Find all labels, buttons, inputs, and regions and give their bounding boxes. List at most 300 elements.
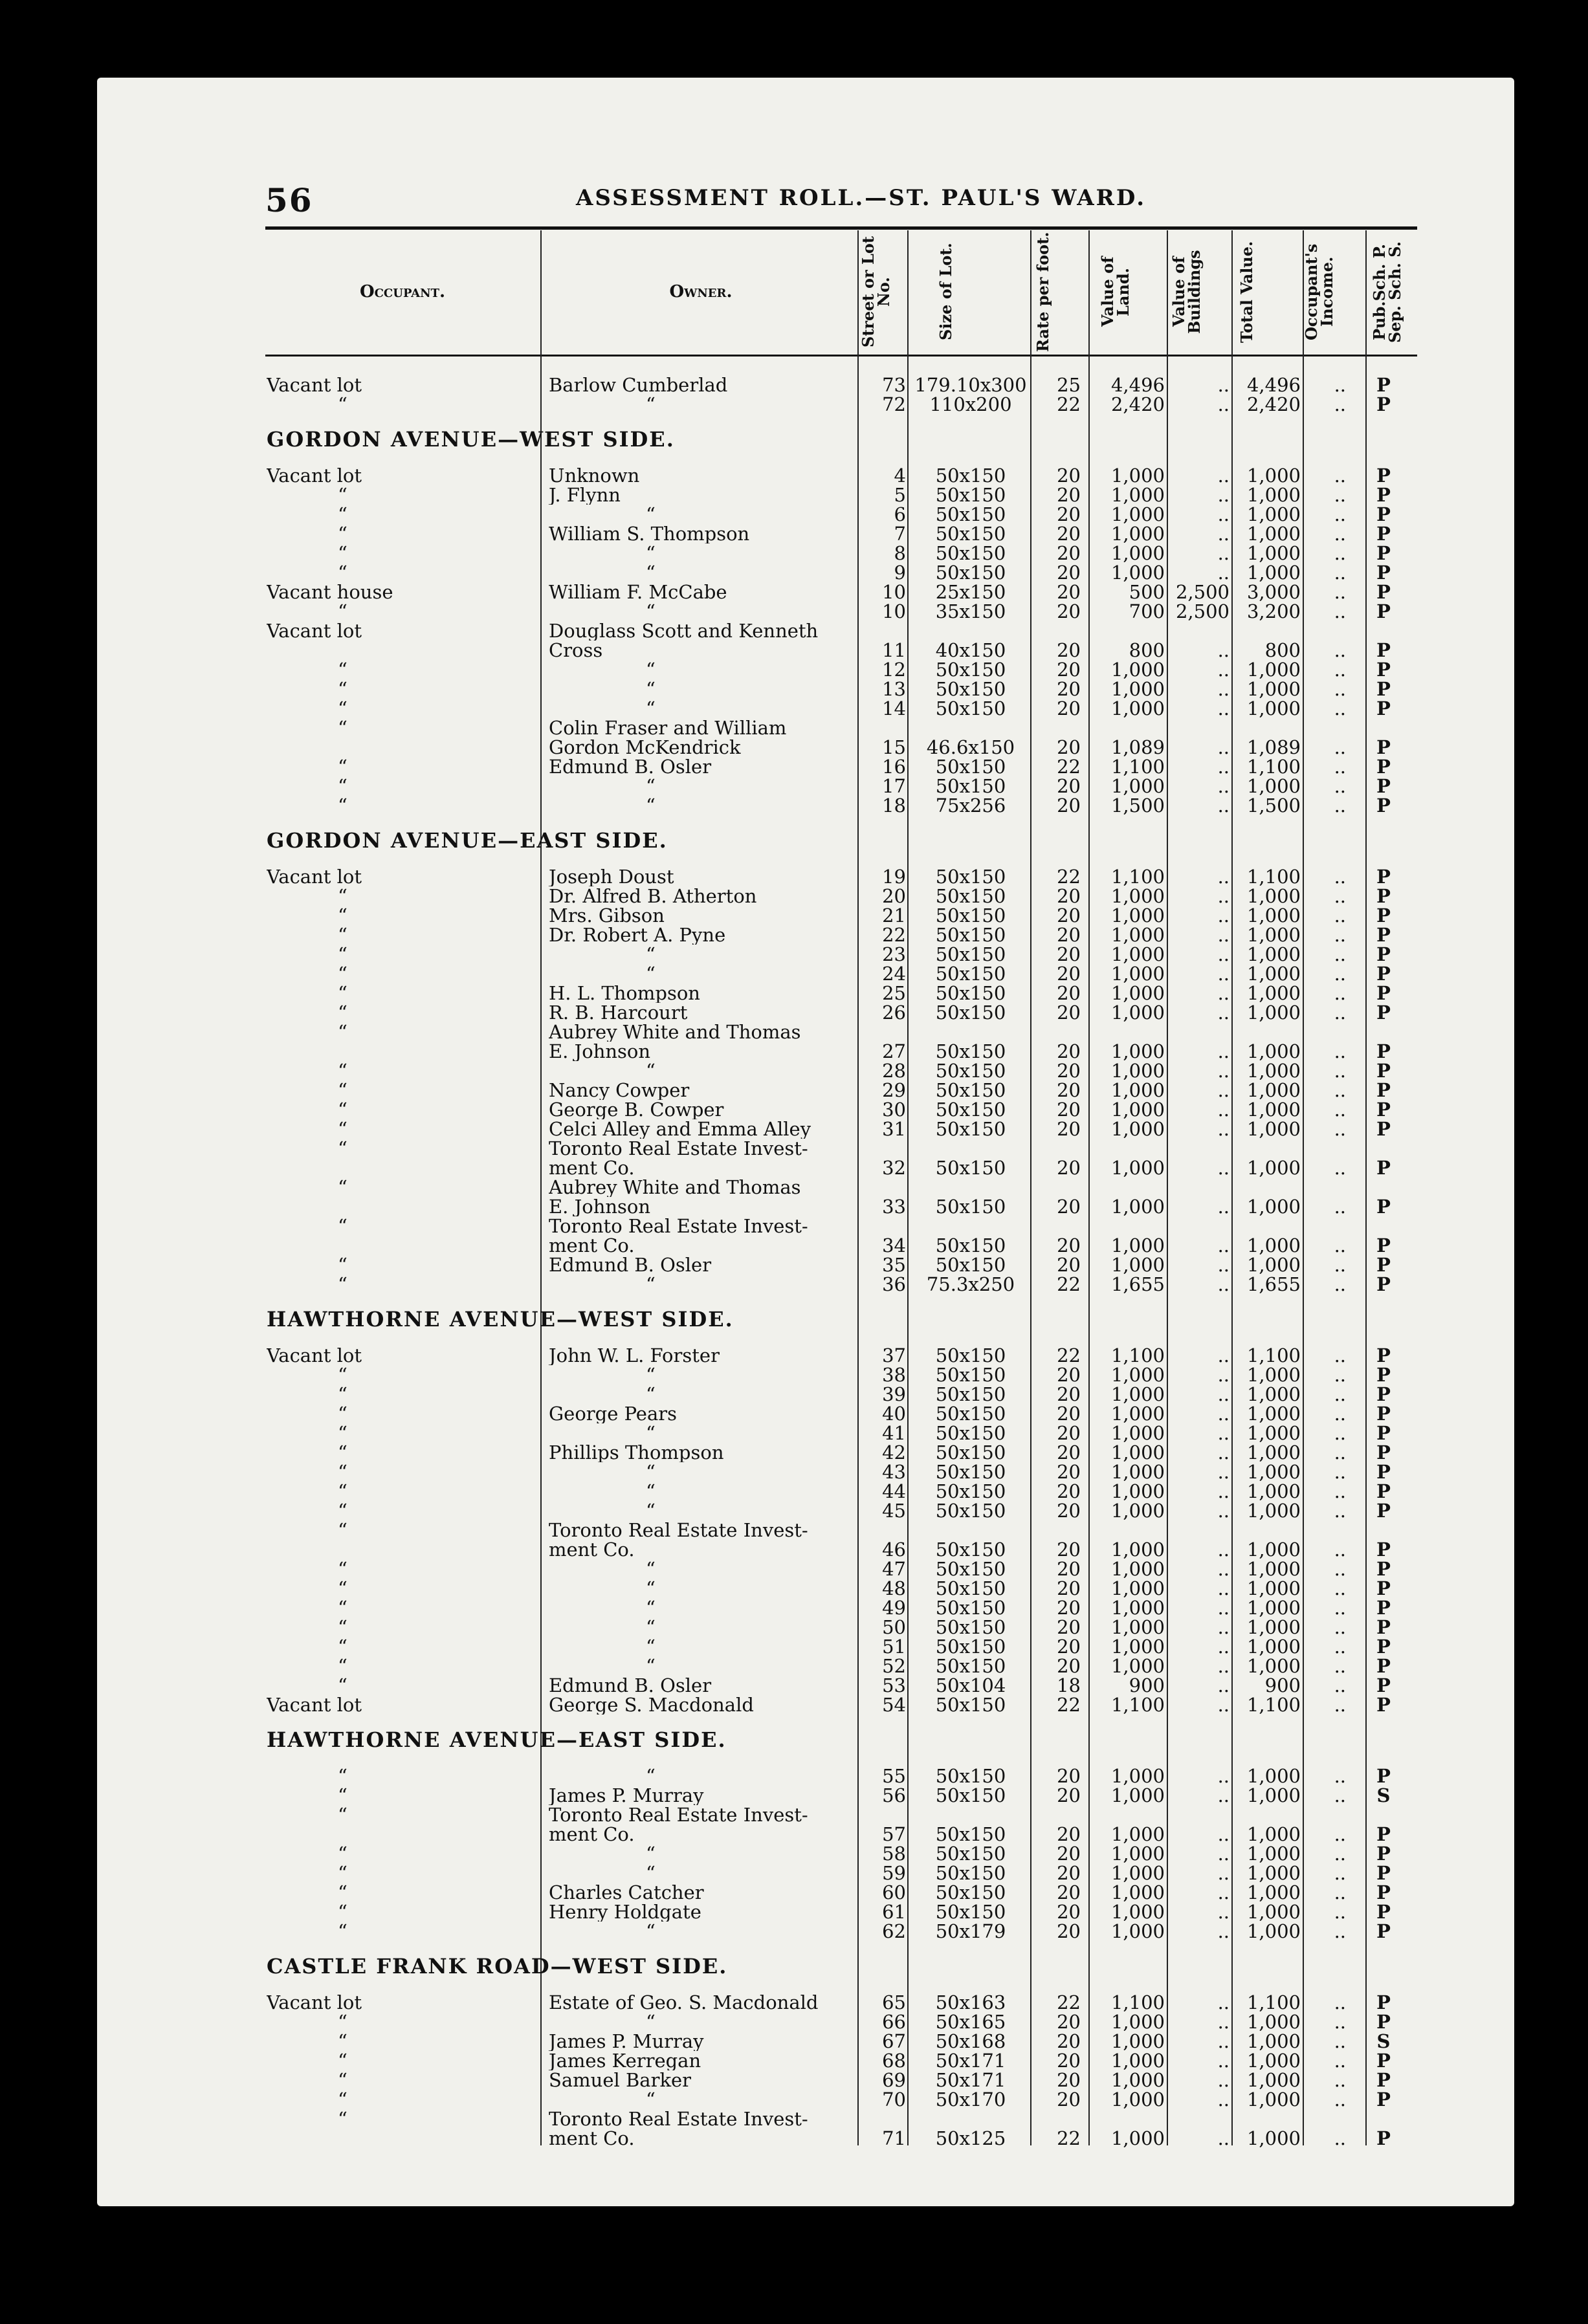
size-cell: 50x150 bbox=[935, 756, 1006, 778]
lot-cell: 35 bbox=[882, 1254, 906, 1276]
total-value-cell: 1,000 bbox=[1246, 1040, 1301, 1062]
lot-cell: 16 bbox=[882, 756, 906, 778]
total-value-cell: 1,000 bbox=[1246, 1843, 1301, 1865]
owner-cell: Dr. Robert A. Pyne bbox=[549, 925, 726, 945]
building-value-cell: .. bbox=[1217, 1616, 1230, 1638]
land-value-cell: 1,000 bbox=[1110, 2069, 1165, 2091]
rate-cell: 20 bbox=[1057, 1616, 1081, 1638]
rate-cell: 20 bbox=[1057, 581, 1081, 603]
occupant-cell: “ bbox=[338, 1443, 347, 1462]
lot-cell: 31 bbox=[882, 1118, 906, 1140]
total-value-cell: 1,000 bbox=[1246, 1254, 1301, 1276]
occupant-cell: “ bbox=[338, 1080, 347, 1100]
owner-cell: Edmund B. Osler bbox=[549, 757, 712, 776]
table-row bbox=[0, 505, 1588, 524]
lot-cell: 44 bbox=[882, 1480, 906, 1502]
owner-cell: E. Johnson bbox=[549, 1042, 651, 1061]
table-row bbox=[0, 2032, 1588, 2051]
land-value-cell: 1,000 bbox=[1110, 775, 1165, 797]
occupant-cell: “ bbox=[338, 1598, 347, 1617]
income-cell: .. bbox=[1334, 581, 1346, 603]
building-value-cell: .. bbox=[1217, 1500, 1230, 1522]
size-cell: 50x150 bbox=[935, 1765, 1006, 1787]
rate-cell: 20 bbox=[1057, 904, 1081, 926]
table-row bbox=[0, 1520, 1588, 1540]
table-row bbox=[0, 2109, 1588, 2129]
land-value-cell: 1,000 bbox=[1110, 963, 1165, 985]
size-cell: 50x150 bbox=[935, 1234, 1006, 1256]
income-cell: .. bbox=[1334, 484, 1346, 506]
school-cell: P bbox=[1376, 581, 1391, 603]
land-value-cell: 1,100 bbox=[1110, 1991, 1165, 2013]
building-value-cell: .. bbox=[1217, 1991, 1230, 2013]
land-value-cell: 1,000 bbox=[1110, 1655, 1165, 1677]
owner-cell: George S. Macdonald bbox=[549, 1695, 754, 1715]
size-cell: 35x150 bbox=[935, 600, 1006, 622]
building-value-cell: .. bbox=[1217, 2050, 1230, 2072]
owner-cell: Estate of Geo. S. Macdonald bbox=[549, 1993, 819, 2012]
income-cell: .. bbox=[1334, 465, 1346, 487]
occupant-cell: “ bbox=[338, 1520, 347, 1540]
school-cell: P bbox=[1376, 775, 1391, 797]
building-value-cell: .. bbox=[1217, 1422, 1230, 1444]
land-value-cell: 1,000 bbox=[1110, 2030, 1165, 2052]
occupant-cell: “ bbox=[338, 563, 347, 582]
land-value-cell: 1,000 bbox=[1110, 1500, 1165, 1522]
income-cell: .. bbox=[1334, 1060, 1346, 1082]
table-row bbox=[0, 1559, 1588, 1579]
lot-cell: 20 bbox=[882, 885, 906, 907]
size-cell: 50x150 bbox=[935, 963, 1006, 985]
size-cell: 50x150 bbox=[935, 659, 1006, 681]
income-cell: .. bbox=[1334, 885, 1346, 907]
school-cell: P bbox=[1376, 982, 1391, 1004]
rate-cell: 20 bbox=[1057, 1823, 1081, 1845]
income-cell: .. bbox=[1334, 1273, 1346, 1295]
owner-cell: ment Co. bbox=[549, 1158, 635, 1178]
income-cell: .. bbox=[1334, 1099, 1346, 1121]
lot-cell: 23 bbox=[882, 943, 906, 965]
table-row bbox=[0, 1100, 1588, 1119]
income-cell: .. bbox=[1334, 1920, 1346, 1942]
building-value-cell: .. bbox=[1217, 2069, 1230, 2091]
size-cell: 50x150 bbox=[935, 1079, 1006, 1101]
rate-cell: 20 bbox=[1057, 2011, 1081, 2033]
total-value-cell: 1,000 bbox=[1246, 1784, 1301, 1806]
land-value-cell: 1,000 bbox=[1110, 659, 1165, 681]
table-row bbox=[0, 582, 1588, 602]
lot-cell: 59 bbox=[882, 1862, 906, 1884]
total-value-cell: 1,000 bbox=[1246, 1196, 1301, 1218]
lot-cell: 9 bbox=[894, 562, 906, 584]
occupant-cell: “ bbox=[338, 505, 347, 524]
income-cell: .. bbox=[1334, 1079, 1346, 1101]
building-value-cell: .. bbox=[1217, 2030, 1230, 2052]
occupant-cell: “ bbox=[338, 1061, 347, 1080]
lot-cell: 54 bbox=[882, 1694, 906, 1716]
income-cell: .. bbox=[1334, 374, 1346, 396]
lot-cell: 25 bbox=[882, 982, 906, 1004]
land-value-cell: 1,000 bbox=[1110, 2011, 1165, 2033]
owner-cell: “ bbox=[646, 1423, 656, 1443]
total-value-cell: 1,000 bbox=[1246, 678, 1301, 700]
school-cell: P bbox=[1376, 1344, 1391, 1366]
table-row bbox=[0, 1236, 1588, 1255]
lot-cell: 5 bbox=[894, 484, 906, 506]
land-value-cell: 1,500 bbox=[1110, 795, 1165, 817]
lot-cell: 52 bbox=[882, 1655, 906, 1677]
lot-cell: 69 bbox=[882, 2069, 906, 2091]
building-value-cell: .. bbox=[1217, 1461, 1230, 1483]
rate-cell: 22 bbox=[1057, 2127, 1081, 2149]
owner-cell: George Pears bbox=[549, 1404, 678, 1423]
table-row bbox=[0, 867, 1588, 886]
size-cell: 50x170 bbox=[935, 2088, 1006, 2110]
owner-cell: ment Co. bbox=[549, 1540, 635, 1559]
building-value-cell: .. bbox=[1217, 1060, 1230, 1082]
school-cell: P bbox=[1376, 659, 1391, 681]
rate-cell: 18 bbox=[1057, 1674, 1081, 1696]
lot-cell: 58 bbox=[882, 1843, 906, 1865]
table-row bbox=[0, 1617, 1588, 1637]
rate-cell: 20 bbox=[1057, 1765, 1081, 1787]
owner-cell: “ bbox=[646, 776, 656, 796]
table-row bbox=[0, 1139, 1588, 1158]
size-cell: 50x150 bbox=[935, 1881, 1006, 1903]
building-value-cell: .. bbox=[1217, 562, 1230, 584]
lot-cell: 11 bbox=[882, 639, 906, 661]
land-value-cell: 1,000 bbox=[1110, 1636, 1165, 1658]
rate-cell: 20 bbox=[1057, 1079, 1081, 1101]
income-cell: .. bbox=[1334, 1234, 1346, 1256]
total-value-cell: 1,000 bbox=[1246, 1597, 1301, 1619]
occupant-cell: “ bbox=[338, 1676, 347, 1695]
lot-cell: 40 bbox=[882, 1403, 906, 1425]
income-cell: .. bbox=[1334, 1862, 1346, 1884]
col-total-label: Total Value. bbox=[1237, 241, 1256, 343]
owner-cell: “ bbox=[646, 945, 656, 964]
school-cell: P bbox=[1376, 1991, 1391, 2013]
rate-cell: 20 bbox=[1057, 1901, 1081, 1923]
land-value-cell: 1,000 bbox=[1110, 1558, 1165, 1580]
school-cell: P bbox=[1376, 2069, 1391, 2091]
table-row bbox=[0, 964, 1588, 983]
col-school-label: Pub.Sch. P. Sep. Sch. S. bbox=[1370, 241, 1404, 343]
table-row bbox=[0, 906, 1588, 925]
size-cell: 50x150 bbox=[935, 697, 1006, 719]
lot-cell: 37 bbox=[882, 1344, 906, 1366]
lot-cell: 34 bbox=[882, 1234, 906, 1256]
col-buildings-label: Value of Buildings bbox=[1169, 250, 1204, 334]
building-value-cell: .. bbox=[1217, 924, 1230, 946]
size-cell: 50x150 bbox=[935, 678, 1006, 700]
school-cell: P bbox=[1376, 484, 1391, 506]
land-value-cell: 700 bbox=[1129, 600, 1165, 622]
building-value-cell: .. bbox=[1217, 943, 1230, 965]
size-cell: 50x125 bbox=[935, 2127, 1006, 2149]
building-value-cell: .. bbox=[1217, 1118, 1230, 1140]
total-value-cell: 1,100 bbox=[1246, 1991, 1301, 2013]
school-cell: P bbox=[1376, 924, 1391, 946]
col-land-label: Value of Land. bbox=[1098, 256, 1132, 327]
rate-cell: 20 bbox=[1057, 542, 1081, 564]
table-row bbox=[0, 1883, 1588, 1902]
occupant-cell: Vacant lot bbox=[267, 867, 362, 886]
table-row bbox=[0, 776, 1588, 796]
land-value-cell: 1,100 bbox=[1110, 1694, 1165, 1716]
occupant-cell: “ bbox=[338, 1216, 347, 1236]
land-value-cell: 800 bbox=[1129, 639, 1165, 661]
school-cell: P bbox=[1376, 1079, 1391, 1101]
size-cell: 50x104 bbox=[935, 1674, 1006, 1696]
total-value-cell: 1,000 bbox=[1246, 465, 1301, 487]
occupant-cell: “ bbox=[338, 1883, 347, 1902]
size-cell: 50x150 bbox=[935, 1040, 1006, 1062]
size-cell: 50x179 bbox=[935, 1920, 1006, 1942]
building-value-cell: .. bbox=[1217, 1597, 1230, 1619]
rate-cell: 20 bbox=[1057, 523, 1081, 545]
lot-cell: 24 bbox=[882, 963, 906, 985]
size-cell: 50x150 bbox=[935, 1461, 1006, 1483]
land-value-cell: 1,000 bbox=[1110, 1597, 1165, 1619]
lot-cell: 39 bbox=[882, 1383, 906, 1405]
page-number: 56 bbox=[265, 181, 313, 219]
rate-cell: 20 bbox=[1057, 1881, 1081, 1903]
lot-cell: 47 bbox=[882, 1558, 906, 1580]
occupant-cell: “ bbox=[338, 906, 347, 925]
lot-cell: 48 bbox=[882, 1577, 906, 1599]
income-cell: .. bbox=[1334, 963, 1346, 985]
building-value-cell: .. bbox=[1217, 2088, 1230, 2110]
lot-cell: 6 bbox=[894, 503, 906, 525]
building-value-cell: .. bbox=[1217, 465, 1230, 487]
size-cell: 75x256 bbox=[935, 795, 1006, 817]
total-value-cell: 1,000 bbox=[1246, 1403, 1301, 1425]
income-cell: .. bbox=[1334, 2127, 1346, 2149]
owner-cell: “ bbox=[646, 1617, 656, 1637]
income-cell: .. bbox=[1334, 1577, 1346, 1599]
size-cell: 50x163 bbox=[935, 1991, 1006, 2013]
occupant-cell: “ bbox=[338, 1805, 347, 1825]
rate-cell: 20 bbox=[1057, 1920, 1081, 1942]
size-cell: 50x150 bbox=[935, 1403, 1006, 1425]
lot-cell: 10 bbox=[882, 581, 906, 603]
building-value-cell: .. bbox=[1217, 1655, 1230, 1677]
owner-cell: J. Flynn bbox=[549, 485, 621, 505]
owner-cell: “ bbox=[646, 1275, 656, 1294]
income-cell: .. bbox=[1334, 1383, 1346, 1405]
school-cell: P bbox=[1376, 1060, 1391, 1082]
owner-cell: “ bbox=[646, 1844, 656, 1863]
size-cell: 50x150 bbox=[935, 542, 1006, 564]
school-cell: P bbox=[1376, 1196, 1391, 1218]
total-value-cell: 1,000 bbox=[1246, 1881, 1301, 1903]
rate-cell: 20 bbox=[1057, 2030, 1081, 2052]
owner-cell: Toronto Real Estate Invest- bbox=[549, 1520, 808, 1540]
rate-cell: 20 bbox=[1057, 562, 1081, 584]
school-cell: P bbox=[1376, 1099, 1391, 1121]
owner-cell: “ bbox=[646, 505, 656, 524]
building-value-cell: .. bbox=[1217, 1442, 1230, 1463]
lot-cell: 27 bbox=[882, 1040, 906, 1062]
occupant-cell: “ bbox=[338, 1139, 347, 1158]
owner-cell: “ bbox=[646, 679, 656, 699]
building-value-cell: .. bbox=[1217, 1157, 1230, 1179]
owner-cell: Toronto Real Estate Invest- bbox=[549, 2109, 808, 2129]
owner-cell: William S. Thompson bbox=[549, 524, 750, 543]
total-value-cell: 1,000 bbox=[1246, 2050, 1301, 2072]
owner-cell: William F. McCabe bbox=[549, 582, 727, 602]
building-value-cell: .. bbox=[1217, 503, 1230, 525]
land-value-cell: 1,000 bbox=[1110, 678, 1165, 700]
size-cell: 50x150 bbox=[935, 1655, 1006, 1677]
owner-cell: Toronto Real Estate Invest- bbox=[549, 1139, 808, 1158]
school-cell: P bbox=[1376, 1920, 1391, 1942]
income-cell: .. bbox=[1334, 1040, 1346, 1062]
total-value-cell: 1,000 bbox=[1246, 2088, 1301, 2110]
building-value-cell: .. bbox=[1217, 1881, 1230, 1903]
school-cell: S bbox=[1376, 1784, 1391, 1806]
income-cell: .. bbox=[1334, 1558, 1346, 1580]
building-value-cell: .. bbox=[1217, 1099, 1230, 1121]
building-value-cell: .. bbox=[1217, 775, 1230, 797]
building-value-cell: .. bbox=[1217, 756, 1230, 778]
owner-cell: ment Co. bbox=[549, 2129, 635, 2148]
lot-cell: 62 bbox=[882, 1920, 906, 1942]
school-cell: P bbox=[1376, 943, 1391, 965]
owner-cell: “ bbox=[646, 1365, 656, 1385]
rate-cell: 20 bbox=[1057, 659, 1081, 681]
school-cell: P bbox=[1376, 1597, 1391, 1619]
table-row bbox=[0, 886, 1588, 906]
rate-cell: 20 bbox=[1057, 1636, 1081, 1658]
occupant-cell: “ bbox=[338, 1844, 347, 1863]
total-value-cell: 1,000 bbox=[1246, 1118, 1301, 1140]
building-value-cell: .. bbox=[1217, 1364, 1230, 1386]
school-cell: P bbox=[1376, 1655, 1391, 1677]
lot-cell: 12 bbox=[882, 659, 906, 681]
building-value-cell: 2,500 bbox=[1175, 600, 1230, 622]
table-row bbox=[0, 2051, 1588, 2070]
table-row bbox=[0, 983, 1588, 1003]
size-cell: 50x150 bbox=[935, 465, 1006, 487]
table-row bbox=[0, 1766, 1588, 1786]
land-value-cell: 1,000 bbox=[1110, 1823, 1165, 1845]
lot-cell: 14 bbox=[882, 697, 906, 719]
size-cell: 50x150 bbox=[935, 1694, 1006, 1716]
lot-cell: 21 bbox=[882, 904, 906, 926]
land-value-cell: 1,000 bbox=[1110, 1843, 1165, 1865]
table-row bbox=[0, 1695, 1588, 1715]
land-value-cell: 1,000 bbox=[1110, 943, 1165, 965]
occupant-cell: “ bbox=[338, 1100, 347, 1119]
school-cell: P bbox=[1376, 1558, 1391, 1580]
rate-cell: 20 bbox=[1057, 1461, 1081, 1483]
school-cell: P bbox=[1376, 1500, 1391, 1522]
income-cell: .. bbox=[1334, 2011, 1346, 2033]
total-value-cell: 1,000 bbox=[1246, 1920, 1301, 1942]
size-cell: 50x150 bbox=[935, 503, 1006, 525]
size-cell: 50x171 bbox=[935, 2050, 1006, 2072]
size-cell: 50x150 bbox=[935, 1862, 1006, 1884]
building-value-cell: .. bbox=[1217, 1539, 1230, 1561]
owner-cell: Toronto Real Estate Invest- bbox=[549, 1216, 808, 1236]
school-cell: P bbox=[1376, 523, 1391, 545]
occupant-cell: Vacant lot bbox=[267, 621, 362, 641]
occupant-cell: “ bbox=[338, 1255, 347, 1275]
rate-cell: 20 bbox=[1057, 1539, 1081, 1561]
total-value-cell: 1,000 bbox=[1246, 1157, 1301, 1179]
table-row bbox=[0, 1346, 1588, 1365]
lot-cell: 68 bbox=[882, 2050, 906, 2072]
land-value-cell: 1,000 bbox=[1110, 484, 1165, 506]
total-value-cell: 1,000 bbox=[1246, 1862, 1301, 1884]
land-value-cell: 1,000 bbox=[1110, 1118, 1165, 1140]
total-value-cell: 1,000 bbox=[1246, 1234, 1301, 1256]
income-cell: .. bbox=[1334, 1655, 1346, 1677]
school-cell: P bbox=[1376, 885, 1391, 907]
land-value-cell: 1,655 bbox=[1110, 1273, 1165, 1295]
table-row bbox=[0, 1598, 1588, 1617]
total-value-cell: 1,000 bbox=[1246, 1636, 1301, 1658]
section-heading: HAWTHORNE AVENUE—EAST SIDE. bbox=[267, 1727, 727, 1752]
size-cell: 50x150 bbox=[935, 1196, 1006, 1218]
land-value-cell: 1,000 bbox=[1110, 1577, 1165, 1599]
size-cell: 75.3x250 bbox=[926, 1273, 1015, 1295]
total-value-cell: 4,496 bbox=[1246, 374, 1301, 396]
table-row bbox=[0, 563, 1588, 582]
land-value-cell: 1,000 bbox=[1110, 1442, 1165, 1463]
occupant-cell: “ bbox=[338, 1022, 347, 1042]
land-value-cell: 1,089 bbox=[1110, 736, 1165, 758]
land-value-cell: 1,000 bbox=[1110, 1765, 1165, 1787]
school-cell: P bbox=[1376, 1254, 1391, 1276]
rate-cell: 20 bbox=[1057, 1480, 1081, 1502]
owner-cell: “ bbox=[646, 563, 656, 582]
school-cell: P bbox=[1376, 1461, 1391, 1483]
land-value-cell: 1,000 bbox=[1110, 1862, 1165, 1884]
col-income-label: Occupant's Income. bbox=[1302, 243, 1336, 340]
land-value-cell: 1,000 bbox=[1110, 1461, 1165, 1483]
table-row bbox=[0, 621, 1588, 641]
owner-cell: Phillips Thompson bbox=[549, 1443, 724, 1462]
income-cell: .. bbox=[1334, 1500, 1346, 1522]
total-value-cell: 1,100 bbox=[1246, 756, 1301, 778]
table-row bbox=[0, 485, 1588, 505]
income-cell: .. bbox=[1334, 1118, 1346, 1140]
size-cell: 50x150 bbox=[935, 1422, 1006, 1444]
income-cell: .. bbox=[1334, 1881, 1346, 1903]
section-heading: CASTLE FRANK ROAD—WEST SIDE. bbox=[267, 1954, 728, 1979]
table-row bbox=[0, 1902, 1588, 1922]
size-cell: 50x150 bbox=[935, 1099, 1006, 1121]
occupant-cell: Vacant lot bbox=[267, 466, 362, 485]
rate-cell: 20 bbox=[1057, 1655, 1081, 1677]
occupant-cell: “ bbox=[338, 2032, 347, 2051]
size-cell: 50x150 bbox=[935, 904, 1006, 926]
school-cell: P bbox=[1376, 1862, 1391, 1884]
table-row bbox=[0, 699, 1588, 718]
table-row bbox=[0, 1844, 1588, 1863]
size-cell: 50x150 bbox=[935, 1364, 1006, 1386]
occupant-cell: “ bbox=[338, 1423, 347, 1443]
lot-cell: 36 bbox=[882, 1273, 906, 1295]
total-value-cell: 1,000 bbox=[1246, 1500, 1301, 1522]
lot-cell: 13 bbox=[882, 678, 906, 700]
total-value-cell: 1,000 bbox=[1246, 1422, 1301, 1444]
total-value-cell: 1,100 bbox=[1246, 1344, 1301, 1366]
table-row bbox=[0, 1119, 1588, 1139]
